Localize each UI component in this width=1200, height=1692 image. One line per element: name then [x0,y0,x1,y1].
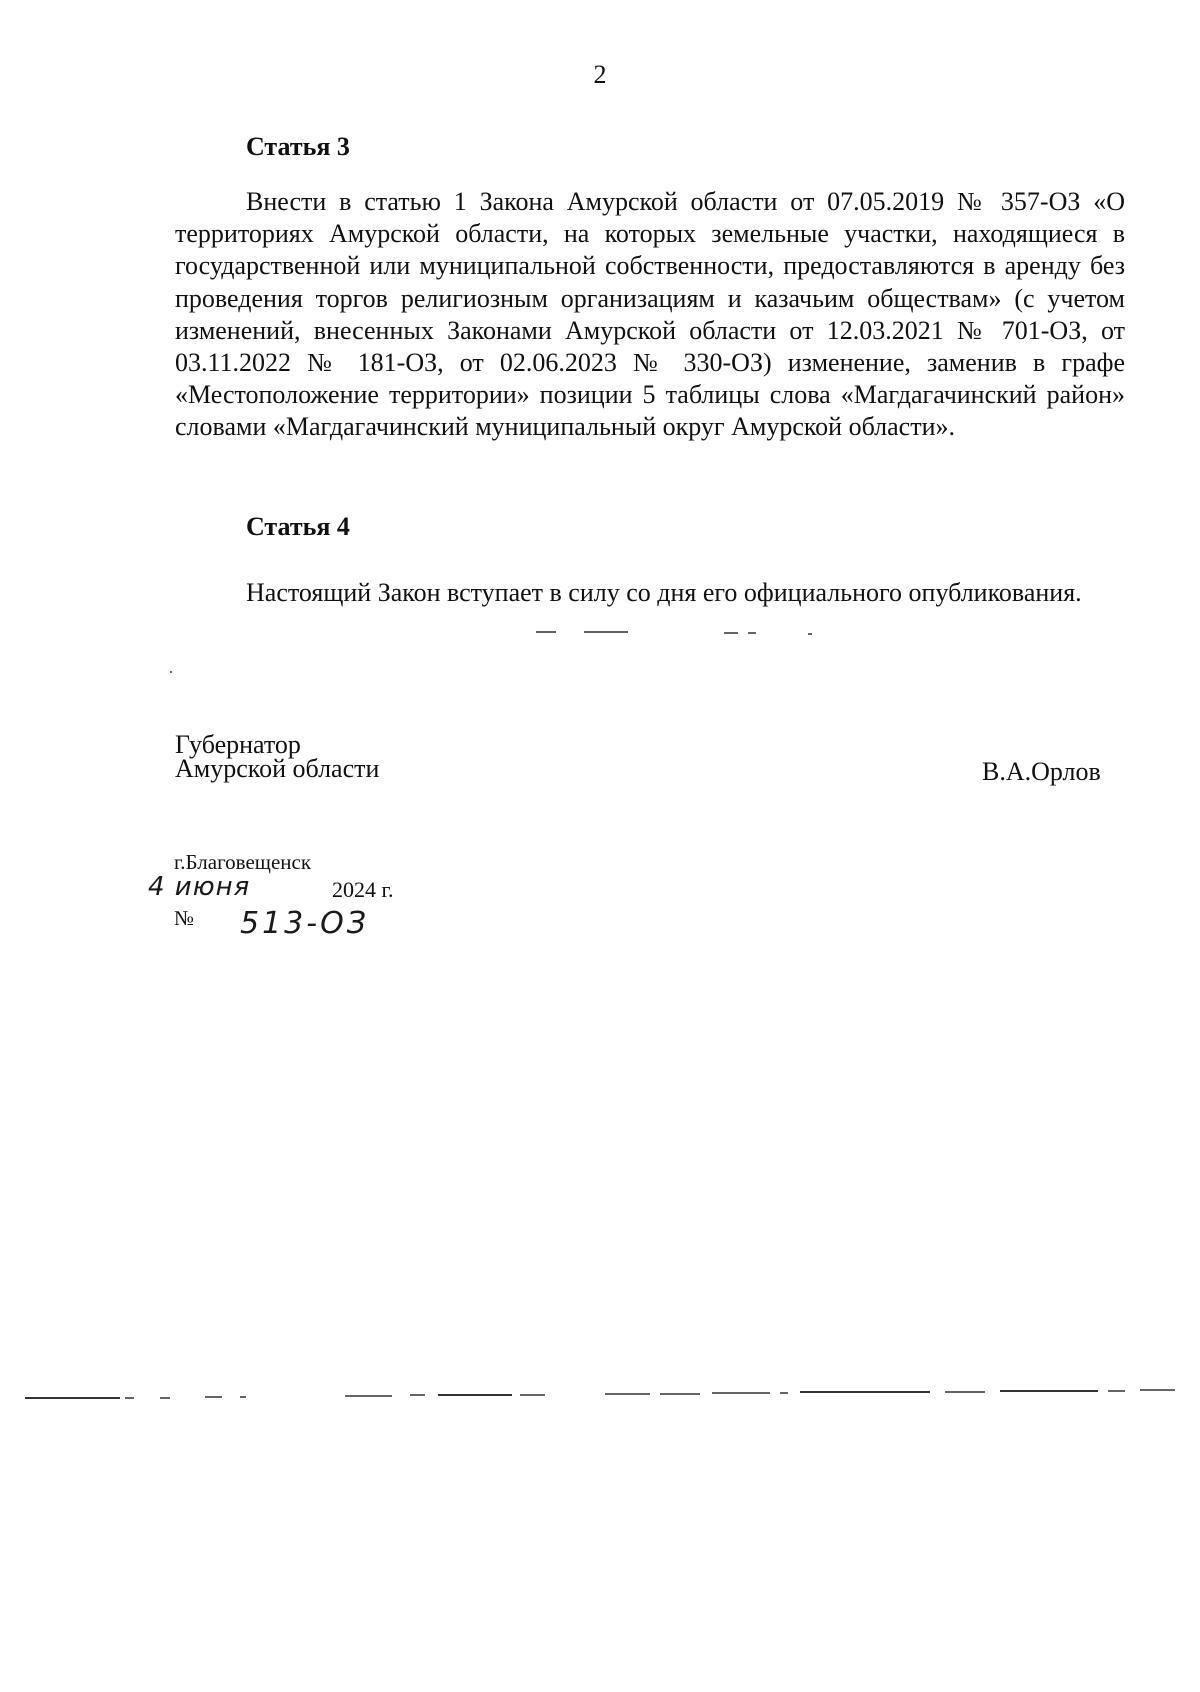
law-number-label: № [174,906,195,930]
handwritten-date: 4 июня [148,872,251,902]
signatory-position-line2: Амурской области [175,754,380,783]
signatory-name: В.А.Орлов [982,757,1101,786]
article-3-text: Внести в статью 1 Закона Амурской области от 07.05.2019 № 357-ОЗ «О территориях Амурской области, на которых земельные участки, находящиеся в государственной или муниципальной собственности, предоставляются в аренду без проведения торгов религиозным организациям и казачьим обществам» (с учетом изменений, внесенных Законами Амурской области от 12.03.2021 № 701-ОЗ, от 03.11.2022 № 181-ОЗ, от 02.06.2023 № 330-ОЗ) изменение, заменив в графе «Местоположение территории» позиции 5 таблицы слова «Магдагачинский район» словами «Магдагачинский муниципальный округ Амурской области». [175,187,1125,442]
handwritten-law-number: 513-ОЗ [240,906,369,941]
article-3-heading: Статья 3 [246,132,350,161]
page-number: 2 [593,60,607,89]
signing-year: 2024 г. [332,877,394,902]
article-4-text: Настоящий Закон вступает в силу со дня его официального опубликования. [246,578,1082,607]
article-4-heading: Статья 4 [246,512,350,541]
signatory-position-line1: Губернатор [175,730,301,759]
signing-place: г.Благовещенск [174,850,312,874]
